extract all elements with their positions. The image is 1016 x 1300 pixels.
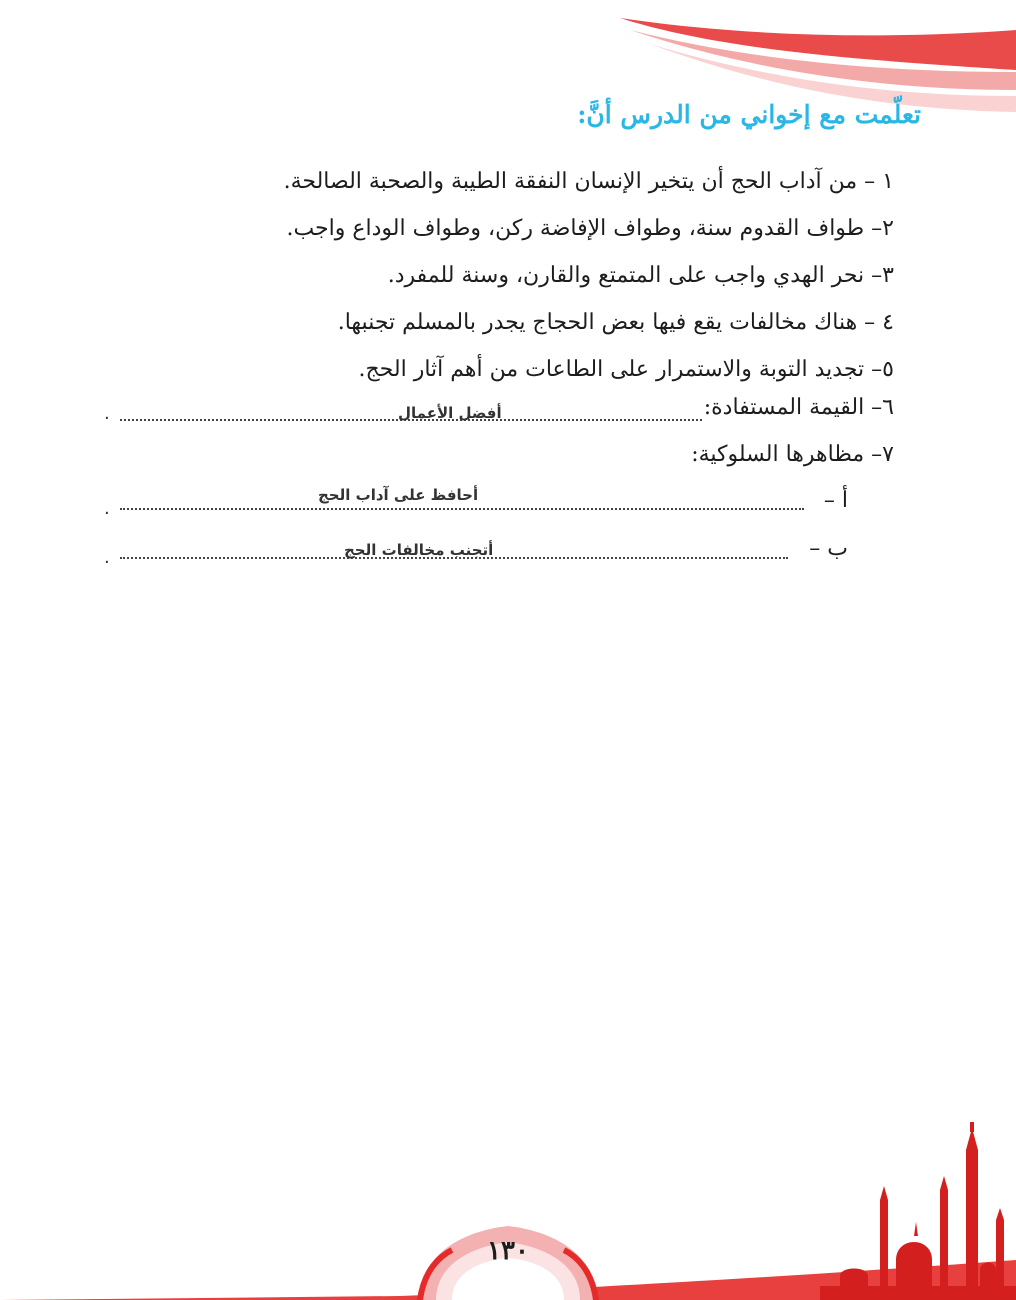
lesson-point: ٢– طواف القدوم سنة، وطواف الإفاضة ركن، وطواف الوداع واجب. [286,216,894,241]
lesson-summary-heading: تعلّمت مع إخواني من الدرس أنَّ: [577,100,921,129]
lesson-point: ١ – من آداب الحج أن يتخير الإنسان النفقة الطيبة والصحبة الصالحة. [283,169,894,194]
page-number: ١٣٠ [487,1236,529,1266]
behavior-label: ٧– مظاهرها السلوكية: [691,442,894,467]
lesson-point: ٣– نحر الهدي واجب على المتمتع والقارن، وسنة للمفرد. [387,263,894,288]
lesson-points-list [94,160,894,395]
sub-item-answer-line-a [120,508,804,510]
sub-item-answer-a: أحافظ على آداب الحج [318,486,479,504]
sub-item-label-b: ب – [809,536,848,561]
end-dot: . [104,403,110,424]
sub-item-label-a: أ – [823,488,848,513]
value-label: ٦– القيمة المستفادة: [703,395,894,420]
value-answer-text: أفضل الأعمال [398,404,502,422]
end-dot: . [104,498,110,519]
end-dot: . [104,547,110,568]
lesson-point: ٤ – هناك مخالفات يقع فيها بعض الحجاج يجدر بالمسلم تجنبها. [337,310,894,335]
sub-item-answer-b: أتجنب مخالفات الحج [344,541,494,559]
lesson-point: ٥– تجديد التوبة والاستمرار على الطاعات من أهم آثار الحج. [358,357,894,382]
mosque-silhouette-icon [820,1120,1016,1300]
